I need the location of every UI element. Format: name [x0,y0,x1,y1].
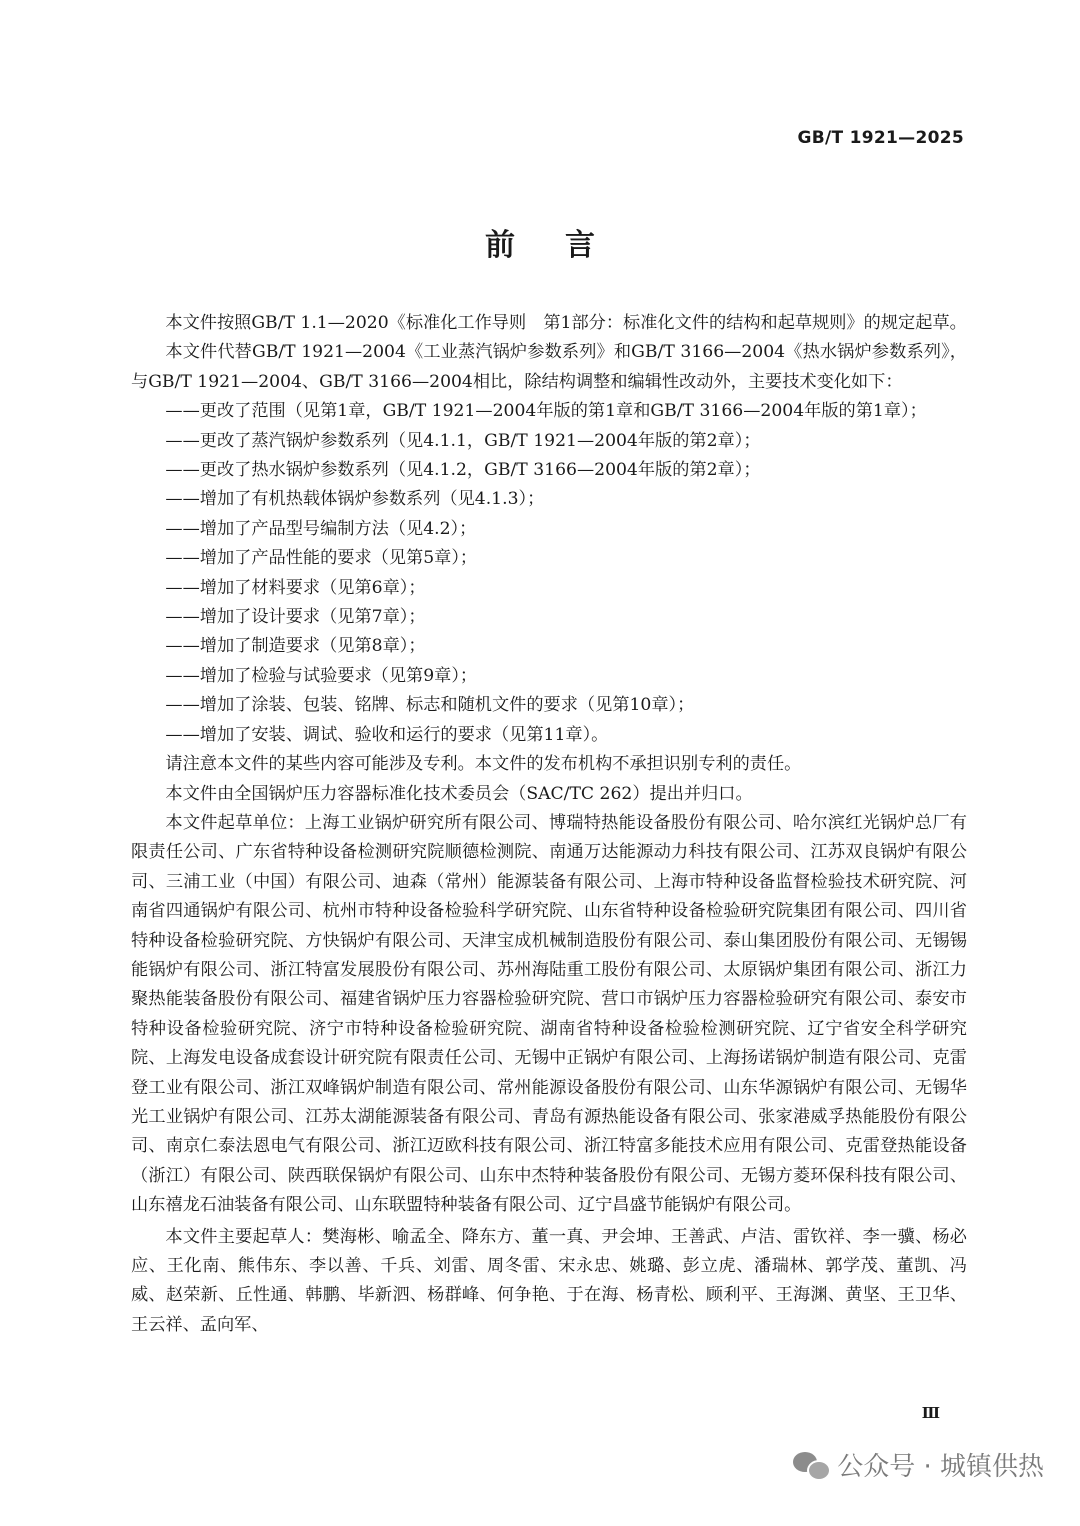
paragraph-replacement: 本文件代替GB/T 1921—2004《工业蒸汽锅炉参数系列》和GB/T 3166—2004《热水锅炉参数系列》，与GB/T 1921—2004、GB/T 3166—2004相比，除结构调整和编辑性改动外，主要技术变化如下： [131,342,967,392]
proposer-statement: 本文件由全国锅炉压力容器标准化技术委员会（SAC/TC 262）提出并归口。 [165,783,753,804]
wechat-watermark [793,1446,1044,1483]
page-title: 前言 [485,228,645,263]
patent-notice: 请注意本文件的某些内容可能涉及专利。本文件的发布机构不承担识别专利的责任。 [165,754,802,775]
drafters-list: 本文件主要起草人：樊海彬、喻孟全、降东方、董一真、尹会坤、王善武、卢洁、雷钦祥、李一骥、杨必应、王化南、熊伟东、李以善、千兵、刘雷、周冬雷、宋永忠、姚璐、彭立虎、潘瑞林、郭学茂、董凯、冯威、赵荣新、丘性通、韩鹏、毕新泗、杨群峰、何争艳、于在海、杨青松、顾利平、王海渊、黄坚、王卫华、王云祥、孟向军、 [131,1226,967,1335]
change-item: ——增加了产品性能的要求（见第5章）； [165,548,478,569]
change-item: ——增加了安装、调试、验收和运行的要求（见第11章）。 [165,724,609,745]
change-item: ——增加了设计要求（见第7章）； [165,607,426,628]
wechat-icon [793,1450,829,1480]
change-item: ——增加了材料要求（见第6章）； [165,577,426,598]
change-item: ——更改了蒸汽锅炉参数系列（见4.1.1，GB/T 1921—2004年版的第2章）； [165,430,761,451]
change-item: ——更改了热水锅炉参数系列（见4.1.2，GB/T 3166—2004年版的第2章）； [165,460,761,481]
change-item: ——更改了范围（见第1章，GB/T 1921—2004年版的第1章和GB/T 3166—2004年版的第1章）； [165,401,927,422]
drafting-units: 本文件起草单位：上海工业锅炉研究所有限公司、博瑞特热能设备股份有限公司、哈尔滨红光锅炉总厂有限责任公司、广东省特种设备检测研究院顺德检测院、南通万达能源动力科技有限公司、江苏双良锅炉有限公司、三浦工业（中国）有限公司、迪森（常州）能源装备有限公司、上海市特种设备监督检验技术研究院、河南省四通锅炉有限公司、杭州市特种设备检验科学研究院、山东省特种设备检验研究院集团有限公司、四川省特种设备检验研究院、方快锅炉有限公司、天津宝成机械制造股份有限公司、泰山集团股份有限公司、无锡锡能锅炉有限公司、浙江特富发展股份有限公司、苏州海陆重工股份有限公司、太原锅炉集团有限公司、浙江力聚热能装备股份有限公司、福建省锅炉压力容器检验研究院、营口市锅炉压力容器检验研究有限公司、泰安市特种设备检验研究院、济宁市特种设备检验研究院、湖南省特种设备检验检测研究院、辽宁省安全科学研究院、上海发电设备成套设计研究院有限责任公司、无锡中正锅炉有限公司、上海扬诺锅炉制造有限公司、克雷登工业有限公司、浙江双峰锅炉制造有限公司、常州能源设备股份有限公司、山东华源锅炉有限公司、无锡华光工业锅炉有限公司、江苏太湖能源装备有限公司、青岛有源热能设备有限公司、张家港威孚热能股份有限公司、南京仁泰法恩电气有限公司、浙江迈欧科技有限公司、浙江特富多能技术应用有限公司、克雷登热能设备（浙江）有限公司、陕西联保锅炉有限公司、山东中杰特种装备股份有限公司、无锡方菱环保科技有限公司、山东禧龙石油装备有限公司、山东联盟特种装备有限公司、辽宁昌盛节能锅炉有限公司。 [131,812,967,1216]
page-number: Ⅲ [921,1404,940,1422]
change-item: ——增加了检验与试验要求（见第9章）； [165,665,478,686]
change-item: ——增加了产品型号编制方法（见4.2）； [165,518,477,539]
watermark-text: 公众号 · 城镇供热 [837,1452,1044,1482]
change-item: ——增加了制造要求（见第8章）； [165,636,426,657]
paragraph-drafting-rules: 本文件按照GB/T 1.1—2020《标准化工作导则 第1部分：标准化文件的结构和起草规则》的规定起草。 [165,313,967,333]
change-item: ——增加了有机热载体锅炉参数系列（见4.1.3）； [165,489,545,510]
change-item: ——增加了涂装、包装、铭牌、标志和随机文件的要求（见第10章）； [165,695,695,716]
foreword-body [131,309,967,1340]
standard-number: GB/T 1921—2025 [797,128,964,148]
